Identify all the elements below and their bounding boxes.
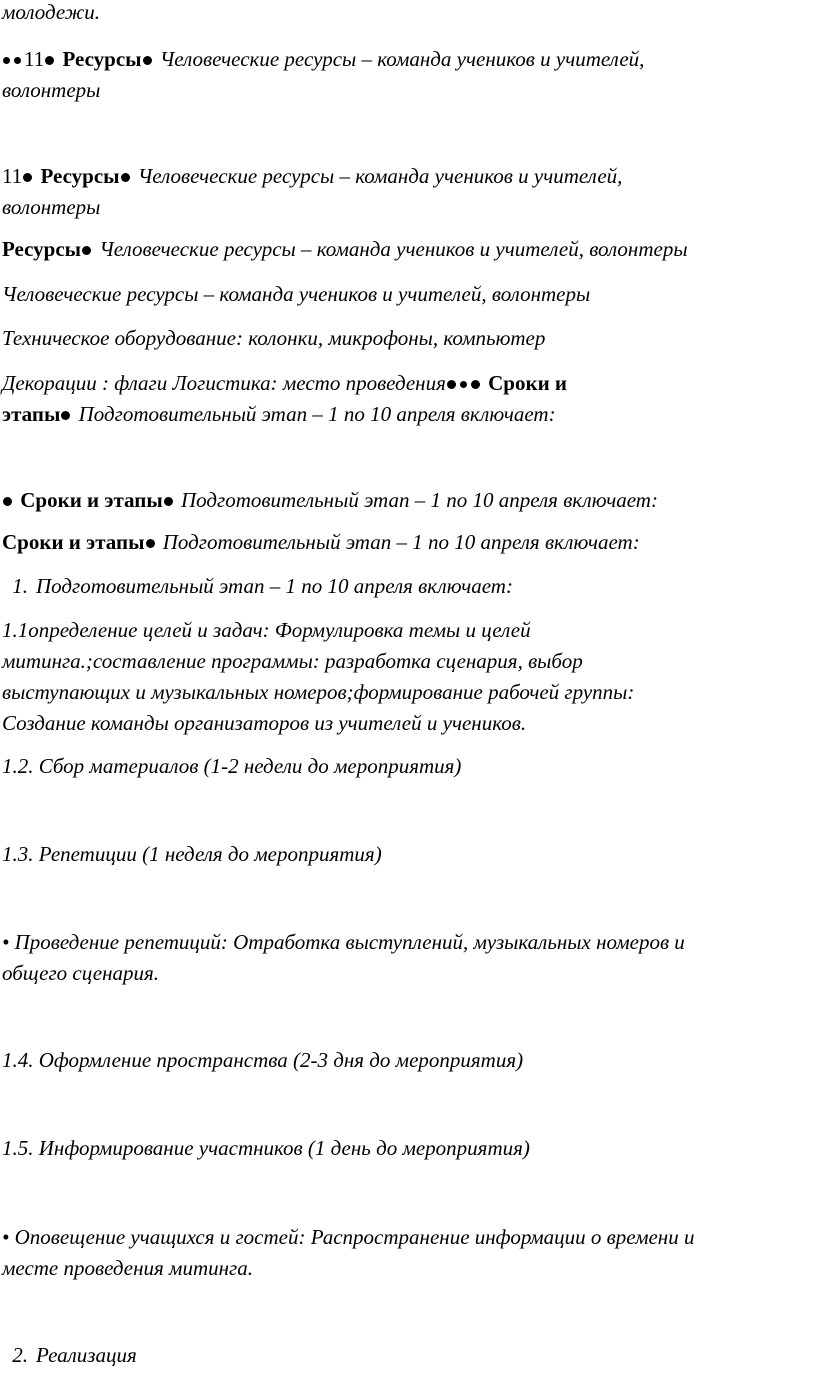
paragraph: [2, 927, 808, 989]
bullet-icon: [447, 380, 456, 389]
text: Декорации : флаги Логистика: место проведения: [2, 371, 446, 395]
bold-heading: Сроки и этапы: [20, 488, 163, 512]
text: волонтеры: [2, 195, 101, 219]
text: Подготовительный этап – 1 по 10 апреля включает:: [181, 488, 658, 512]
bold-heading: Ресурсы: [40, 164, 120, 188]
bold-heading: Ресурсы: [62, 47, 142, 71]
text: Человеческие ресурсы – команда учеников и учителей,: [159, 47, 645, 71]
text: Подготовительный этап – 1 по 10 апреля включает:: [78, 402, 556, 426]
paragraph: Техническое оборудование: колонки, микрофоны, компьютер: [2, 326, 546, 350]
text-line: общего сценария.: [2, 961, 160, 985]
text-line: • Оповещение учащихся и гостей: Распространение информации о времени и: [2, 1225, 695, 1249]
text: Подготовительный этап – 1 по 10 апреля включает:: [162, 530, 640, 554]
bullet-icon: [82, 246, 91, 255]
bullet-icon: [146, 539, 155, 548]
bullet-icon: [3, 57, 10, 64]
list-number: 2.: [12, 1343, 28, 1367]
paragraph: 1.2. Сбор материалов (1-2 недели до мероприятия): [2, 754, 462, 778]
bullet-icon: [143, 56, 152, 65]
text: волонтеры: [2, 78, 101, 102]
paragraph: [2, 161, 808, 223]
list-number: 1.: [12, 574, 28, 598]
paragraph: Человеческие ресурсы – команда учеников и учителей, волонтеры: [2, 282, 591, 306]
text: Человеческие ресурсы – команда учеников и учителей, волонтеры: [99, 237, 688, 261]
list-item: [2, 571, 808, 602]
bullet-icon: [164, 497, 173, 506]
list-item-text: Реализация: [36, 1343, 137, 1367]
text-line: Создание команды организаторов из учителей и учеников.: [2, 711, 527, 735]
paragraph: [2, 234, 808, 265]
bullet-icon: [23, 173, 32, 182]
bullet-icon: [121, 173, 130, 182]
bullet-icon: [3, 497, 12, 506]
paragraph: [2, 368, 808, 430]
paragraph: 1.4. Оформление пространства (2-3 дня до мероприятия): [2, 1048, 524, 1072]
text-line: выступающих и музыкальных номеров;формирование рабочей группы:: [2, 680, 635, 704]
bullet-icon: [14, 57, 21, 64]
list-item: [2, 1340, 808, 1371]
paragraph: [2, 527, 808, 558]
paragraph: [2, 1222, 808, 1284]
paragraph: [2, 615, 808, 739]
bullet-icon: [460, 381, 467, 388]
bullet-icon: [61, 411, 70, 420]
paragraph: [2, 485, 808, 516]
bullet-icon: [471, 380, 480, 389]
number: 11: [24, 47, 45, 71]
number: 11: [2, 164, 23, 188]
paragraph: [2, 44, 808, 106]
text-line: 1.1определение целей и задач: Формулировка темы и целей: [2, 618, 531, 642]
bold-heading: Сроки и этапы: [2, 530, 145, 554]
bullet-icon: [45, 56, 54, 65]
bold-heading: этапы: [2, 402, 61, 426]
text: Человеческие ресурсы – команда учеников и учителей,: [137, 164, 623, 188]
text-line: молодежи.: [2, 0, 100, 24]
bold-heading: Ресурсы: [2, 237, 82, 261]
list-item-text: Подготовительный этап – 1 по 10 апреля включает:: [36, 574, 513, 598]
paragraph: 1.3. Репетиции (1 неделя до мероприятия): [2, 842, 382, 866]
text-line: • Проведение репетиций: Отработка выступлений, музыкальных номеров и: [2, 930, 685, 954]
text-line: месте проведения митинга.: [2, 1256, 253, 1280]
text-line: митинга.;составление программы: разработка сценария, выбор: [2, 649, 583, 673]
paragraph: 1.5. Информирование участников (1 день до мероприятия): [2, 1136, 530, 1160]
bold-heading: Сроки и: [488, 371, 568, 395]
